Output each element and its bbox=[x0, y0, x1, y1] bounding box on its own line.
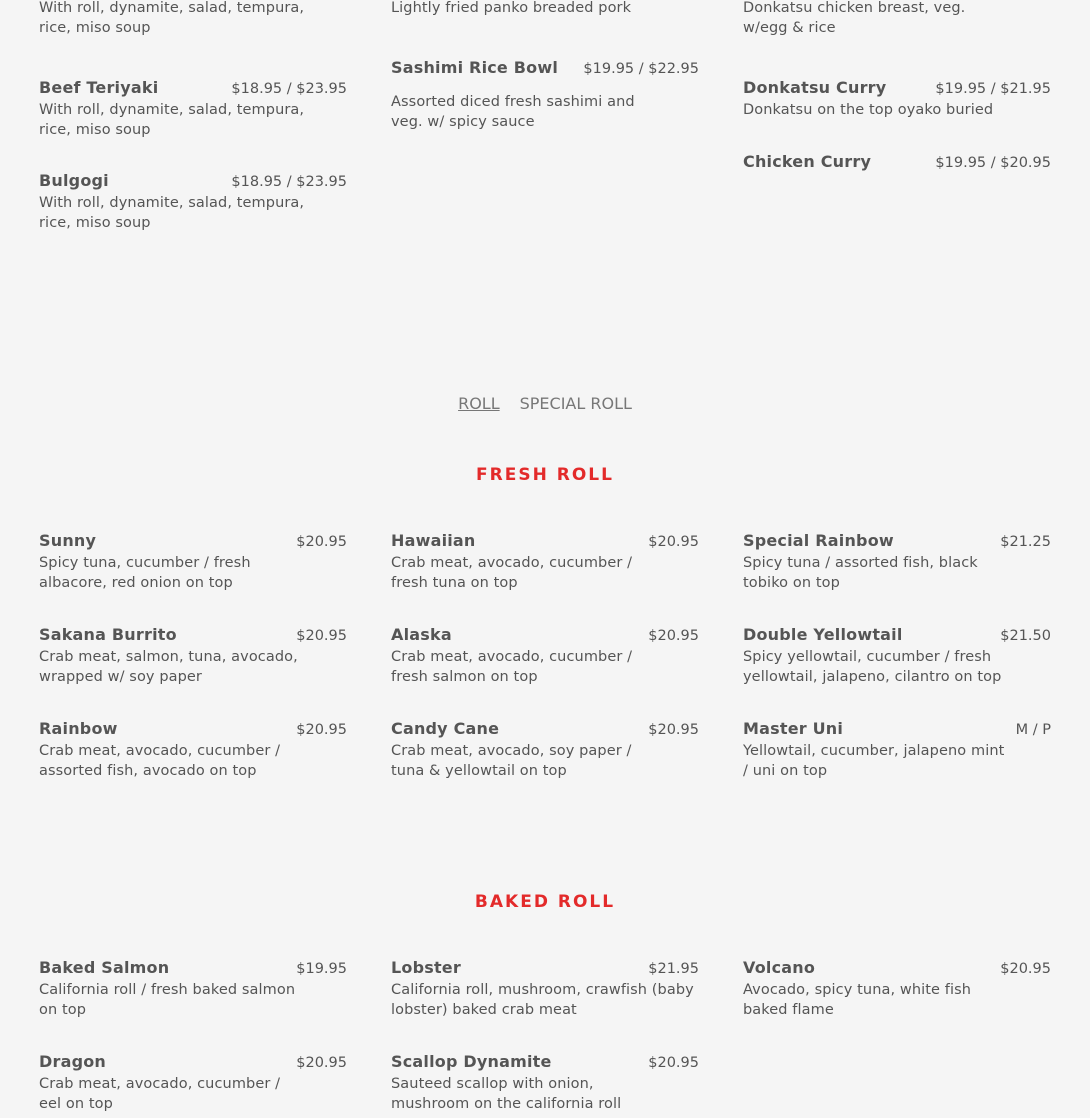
item-desc: Crab meat, avocado, cucumber / fresh salmon on top bbox=[391, 649, 633, 685]
item-name: Lobster bbox=[391, 958, 461, 977]
item-price: M / P bbox=[1015, 722, 1051, 738]
item-desc: Spicy tuna, cucumber / fresh albacore, red onion on top bbox=[39, 555, 251, 591]
item-price: $20.95 bbox=[296, 722, 347, 738]
item-price: $19.95 / $20.95 bbox=[935, 155, 1051, 171]
item-name: Special Rainbow bbox=[743, 531, 894, 550]
item-price: $18.95 / $23.95 bbox=[231, 174, 347, 190]
item-desc: Spicy yellowtail, cucumber / fresh yellowtail, jalapeno, cilantro on top bbox=[743, 649, 1002, 685]
item-desc: Sauteed scallop with onion, mushroom on the california roll bbox=[391, 1076, 622, 1112]
item-name: Beef Teriyaki bbox=[39, 78, 159, 97]
item-desc: Spicy tuna / assorted fish, black tobiko on top bbox=[743, 555, 978, 591]
item-desc: Yellowtail, cucumber, jalapeno mint / uni on top bbox=[743, 743, 1005, 779]
menu-item bbox=[743, 958, 1051, 1020]
item-desc: Crab meat, avocado, cucumber / eel on top bbox=[39, 1076, 281, 1112]
item-desc: Crab meat, avocado, cucumber / fresh tuna on top bbox=[391, 555, 633, 591]
item-price: $21.25 bbox=[1000, 534, 1051, 550]
menu-item bbox=[39, 171, 347, 233]
menu-item bbox=[743, 78, 1051, 121]
item-price: $20.95 bbox=[648, 1055, 699, 1071]
menu-item bbox=[391, 719, 699, 781]
item-name: Chicken Curry bbox=[743, 152, 872, 171]
item-name: Volcano bbox=[743, 958, 816, 977]
menu-tabs bbox=[0, 394, 1090, 413]
menu-item bbox=[39, 1052, 347, 1114]
item-desc: With roll, dynamite, salad, tempura, rice, miso soup bbox=[39, 102, 305, 138]
item-price: $20.95 bbox=[296, 1055, 347, 1071]
item-price: $20.95 bbox=[296, 628, 347, 644]
item-price: $20.95 bbox=[648, 722, 699, 738]
item-name: Sakana Burrito bbox=[39, 625, 177, 644]
section-title-fresh-roll: FRESH ROLL bbox=[476, 465, 614, 485]
item-name: Rainbow bbox=[39, 719, 118, 738]
menu-item bbox=[39, 531, 347, 593]
item-desc: Donkatsu chicken breast, veg. w/egg & rice bbox=[743, 0, 966, 36]
menu-item bbox=[743, 625, 1051, 687]
menu-item bbox=[39, 0, 347, 38]
item-price: $20.95 bbox=[648, 628, 699, 644]
item-desc: California roll / fresh baked salmon on top bbox=[39, 982, 296, 1018]
item-desc: Lightly fried panko breaded pork bbox=[391, 0, 632, 16]
item-price: $20.95 bbox=[296, 534, 347, 550]
item-price: $18.95 / $23.95 bbox=[231, 81, 347, 97]
item-desc: Crab meat, salmon, tuna, avocado, wrapped w/ soy paper bbox=[39, 649, 298, 685]
item-name: Scallop Dynamite bbox=[391, 1052, 552, 1071]
item-name: Sashimi Rice Bowl bbox=[391, 58, 559, 77]
item-desc: Crab meat, avocado, cucumber / assorted fish, avocado on top bbox=[39, 743, 281, 779]
item-desc: With roll, dynamite, salad, tempura, rice, miso soup bbox=[39, 195, 305, 231]
menu-item bbox=[39, 958, 347, 1020]
item-desc: Donkatsu on the top oyako buried bbox=[743, 102, 994, 118]
item-price: $19.95 bbox=[296, 961, 347, 977]
item-name: Baked Salmon bbox=[39, 958, 170, 977]
menu-item bbox=[39, 719, 347, 781]
item-name: Sunny bbox=[39, 531, 97, 550]
item-name: Bulgogi bbox=[39, 171, 109, 190]
menu-item bbox=[743, 152, 1051, 171]
tab-special-roll[interactable]: SPECIAL ROLL bbox=[519, 394, 632, 413]
item-desc: Avocado, spicy tuna, white fish baked flame bbox=[743, 982, 972, 1018]
item-price: $21.95 bbox=[648, 961, 699, 977]
item-price: $19.95 / $22.95 bbox=[583, 61, 699, 77]
menu-item bbox=[743, 719, 1051, 781]
menu-item bbox=[391, 0, 699, 19]
item-name: Hawaiian bbox=[391, 531, 476, 550]
menu-item bbox=[391, 58, 699, 132]
menu-item bbox=[391, 625, 699, 687]
section-title-baked-roll: BAKED ROLL bbox=[474, 892, 616, 912]
menu-item bbox=[39, 625, 347, 687]
item-price: $21.50 bbox=[1000, 628, 1051, 644]
item-desc: Crab meat, avocado, soy paper / tuna & yellowtail on top bbox=[391, 743, 632, 779]
item-desc: With roll, dynamite, salad, tempura, rice, miso soup bbox=[39, 0, 305, 36]
item-name: Candy Cane bbox=[391, 719, 500, 738]
item-name: Donkatsu Curry bbox=[743, 78, 887, 97]
menu-item bbox=[743, 531, 1051, 593]
menu-item bbox=[391, 958, 699, 1020]
item-name: Dragon bbox=[39, 1052, 107, 1071]
item-price: $20.95 bbox=[648, 534, 699, 550]
item-price: $19.95 / $21.95 bbox=[935, 81, 1051, 97]
menu-item bbox=[391, 1052, 699, 1114]
item-desc: California roll, mushroom, crawfish (baby lobster) baked crab meat bbox=[391, 982, 694, 1018]
item-name: Double Yellowtail bbox=[743, 625, 903, 644]
item-price: $20.95 bbox=[1000, 961, 1051, 977]
menu-item bbox=[391, 531, 699, 593]
tab-roll[interactable]: ROLL bbox=[458, 394, 500, 413]
item-name: Alaska bbox=[391, 625, 452, 644]
menu-item bbox=[743, 0, 1051, 38]
menu-item bbox=[39, 78, 347, 140]
item-name: Master Uni bbox=[743, 719, 844, 738]
item-desc: Assorted diced fresh sashimi and veg. w/ spicy sauce bbox=[391, 94, 635, 130]
